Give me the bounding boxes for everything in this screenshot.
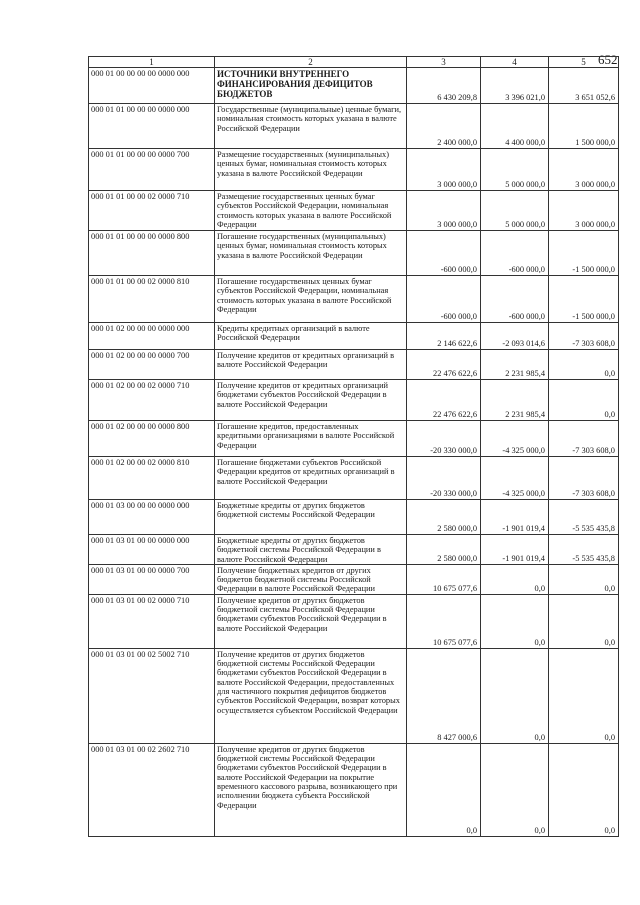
row-value-col4: 2 231 985,4 [481, 380, 549, 421]
row-value-col5: -7 303 608,0 [549, 457, 619, 500]
row-name: Получение кредитов от других бюджетов бюджетной системы Российской Федерации бюджетами субъектов Российской Федерации в валюте Российской Федерации на покрытие временного кассового разрыва, возникающего при исполнении бюджета субъекта Российской Федерации [215, 743, 407, 836]
row-value-col5: 0,0 [549, 350, 619, 380]
table-row [89, 500, 619, 535]
row-value-col4: 2 231 985,4 [481, 350, 549, 380]
row-code: 000 01 02 00 00 00 0000 700 [89, 350, 215, 380]
row-value-col5: -5 535 435,8 [549, 535, 619, 565]
row-value-col3: 3 000 000,0 [407, 191, 481, 231]
table-row [89, 276, 619, 323]
row-code: 000 01 01 00 00 00 0000 800 [89, 231, 215, 276]
row-code: 000 01 03 01 00 02 5002 710 [89, 648, 215, 743]
row-value-col3: 22 476 622,6 [407, 350, 481, 380]
row-code: 000 01 03 01 00 02 2602 710 [89, 743, 215, 836]
row-value-col5: -7 303 608,0 [549, 323, 619, 350]
row-value-col4: 5 000 000,0 [481, 149, 549, 191]
row-name: Бюджетные кредиты от других бюджетов бюджетной системы Российской Федерации в валюте Российской Федерации [215, 535, 407, 565]
row-value-col4: 0,0 [481, 648, 549, 743]
row-code: 000 01 01 00 00 00 0000 700 [89, 149, 215, 191]
row-name: Кредиты кредитных организаций в валюте Российской Федерации [215, 323, 407, 350]
row-value-col4: -600 000,0 [481, 276, 549, 323]
row-value-col5: 3 000 000,0 [549, 191, 619, 231]
row-value-col3: 10 675 077,6 [407, 594, 481, 648]
row-code: 000 01 02 00 00 00 0000 800 [89, 421, 215, 457]
row-value-col4: 0,0 [481, 594, 549, 648]
table-row [89, 231, 619, 276]
row-value-col3: 2 146 622,6 [407, 323, 481, 350]
table-row [89, 191, 619, 231]
row-name: Погашение государственных ценных бумаг субъектов Российской Федерации, номинальная стоимость которых указана в валюте Российской Федерации [215, 276, 407, 323]
row-value-col4: -4 325 000,0 [481, 421, 549, 457]
column-header-value-3: 3 [407, 57, 481, 68]
row-value-col4: -600 000,0 [481, 231, 549, 276]
table-header-row [89, 57, 619, 68]
row-name: Получение кредитов от кредитных организаций в валюте Российской Федерации [215, 350, 407, 380]
row-code: 000 01 02 00 00 02 0000 710 [89, 380, 215, 421]
row-value-col3: 22 476 622,6 [407, 380, 481, 421]
row-code: 000 01 01 00 00 00 0000 000 [89, 104, 215, 149]
row-name: Получение кредитов от других бюджетов бюджетной системы Российской Федерации бюджетами субъектов Российской Федерации в валюте Российской Федерации, предоставленных для частичного покрытия дефицитов бюджетов субъектов Российской Федерации, возврат которых осуществляется субъектом Российской Федерации [215, 648, 407, 743]
row-code: 000 01 03 01 00 02 0000 710 [89, 594, 215, 648]
row-value-col4: -2 093 014,6 [481, 323, 549, 350]
row-code: 000 01 01 00 00 02 0000 710 [89, 191, 215, 231]
row-value-col5: 3 651 052,6 [549, 68, 619, 104]
row-name: Размещение государственных ценных бумаг субъектов Российской Федерации, номинальная стоимость которых указана в валюте Российской Федерации [215, 191, 407, 231]
table-row [89, 149, 619, 191]
table-row [89, 457, 619, 500]
row-value-col3: -20 330 000,0 [407, 421, 481, 457]
row-value-col4: 5 000 000,0 [481, 191, 549, 231]
row-value-col3: -600 000,0 [407, 276, 481, 323]
row-value-col5: -1 500 000,0 [549, 231, 619, 276]
row-value-col3: 2 580 000,0 [407, 535, 481, 565]
row-value-col3: 10 675 077,6 [407, 564, 481, 594]
table-row [89, 535, 619, 565]
row-code: 000 01 03 00 00 00 0000 000 [89, 500, 215, 535]
table-row [89, 421, 619, 457]
row-name: Государственные (муниципальные) ценные бумаги, номинальная стоимость которых указана в валюте Российской Федерации [215, 104, 407, 149]
column-header-value-5: 5 [549, 57, 619, 68]
column-header-value-4: 4 [481, 57, 549, 68]
row-value-col3: 6 430 209,8 [407, 68, 481, 104]
table-row [89, 68, 619, 104]
financing-sources-table [88, 56, 619, 837]
table-row [89, 380, 619, 421]
row-code: 000 01 02 00 00 02 0000 810 [89, 457, 215, 500]
row-name: Получение кредитов от кредитных организаций бюджетами субъектов Российской Федерации в валюте Российской Федерации [215, 380, 407, 421]
row-value-col5: -7 303 608,0 [549, 421, 619, 457]
row-code: 000 01 02 00 00 00 0000 000 [89, 323, 215, 350]
row-code: 000 01 03 01 00 00 0000 700 [89, 564, 215, 594]
row-value-col3: 0,0 [407, 743, 481, 836]
row-value-col3: 2 580 000,0 [407, 500, 481, 535]
row-value-col4: 3 396 021,0 [481, 68, 549, 104]
row-name: ИСТОЧНИКИ ВНУТРЕННЕГО ФИНАНСИРОВАНИЯ ДЕФИЦИТОВ БЮДЖЕТОВ [215, 68, 407, 104]
page-number: 652 [598, 52, 618, 67]
column-header-name: 2 [215, 57, 407, 68]
row-name: Погашение бюджетами субъектов Российской Федерации кредитов от кредитных организаций в валюте Российской Федерации [215, 457, 407, 500]
row-value-col4: 4 400 000,0 [481, 104, 549, 149]
row-value-col4: 0,0 [481, 743, 549, 836]
table-row [89, 350, 619, 380]
row-value-col5: 0,0 [549, 380, 619, 421]
row-value-col5: 0,0 [549, 743, 619, 836]
row-value-col3: -20 330 000,0 [407, 457, 481, 500]
table-row [89, 104, 619, 149]
row-value-col5: 1 500 000,0 [549, 104, 619, 149]
table-row [89, 594, 619, 648]
row-name: Получение бюджетных кредитов от других бюджетов бюджетной системы Российской Федерации в валюте Российской Федерации [215, 564, 407, 594]
table-row [89, 323, 619, 350]
row-code: 000 01 00 00 00 00 0000 000 [89, 68, 215, 104]
row-value-col3: 8 427 000,6 [407, 648, 481, 743]
row-name: Размещение государственных (муниципальных) ценных бумаг, номинальная стоимость которых указана в валюте Российской Федерации [215, 149, 407, 191]
row-code: 000 01 01 00 00 02 0000 810 [89, 276, 215, 323]
row-value-col3: -600 000,0 [407, 231, 481, 276]
row-code: 000 01 03 01 00 00 0000 000 [89, 535, 215, 565]
row-name: Погашение государственных (муниципальных) ценных бумаг, номинальная стоимость которых указана в валюте Российской Федерации [215, 231, 407, 276]
row-value-col4: -1 901 019,4 [481, 535, 549, 565]
row-value-col5: 0,0 [549, 648, 619, 743]
row-value-col5: 0,0 [549, 564, 619, 594]
row-value-col5: 3 000 000,0 [549, 149, 619, 191]
row-name: Получение кредитов от других бюджетов бюджетной системы Российской Федерации бюджетами субъектов Российской Федерации в валюте Российской Федерации [215, 594, 407, 648]
row-value-col4: -4 325 000,0 [481, 457, 549, 500]
row-name: Бюджетные кредиты от других бюджетов бюджетной системы Российской Федерации [215, 500, 407, 535]
column-header-code: 1 [89, 57, 215, 68]
row-value-col3: 2 400 000,0 [407, 104, 481, 149]
row-value-col5: -5 535 435,8 [549, 500, 619, 535]
table-row [89, 743, 619, 836]
row-value-col4: 0,0 [481, 564, 549, 594]
row-value-col4: -1 901 019,4 [481, 500, 549, 535]
row-value-col5: 0,0 [549, 594, 619, 648]
table-row [89, 564, 619, 594]
row-value-col3: 3 000 000,0 [407, 149, 481, 191]
table-row [89, 648, 619, 743]
row-value-col5: -1 500 000,0 [549, 276, 619, 323]
row-name: Погашение кредитов, предоставленных кредитными организациями в валюте Российской Федерации [215, 421, 407, 457]
